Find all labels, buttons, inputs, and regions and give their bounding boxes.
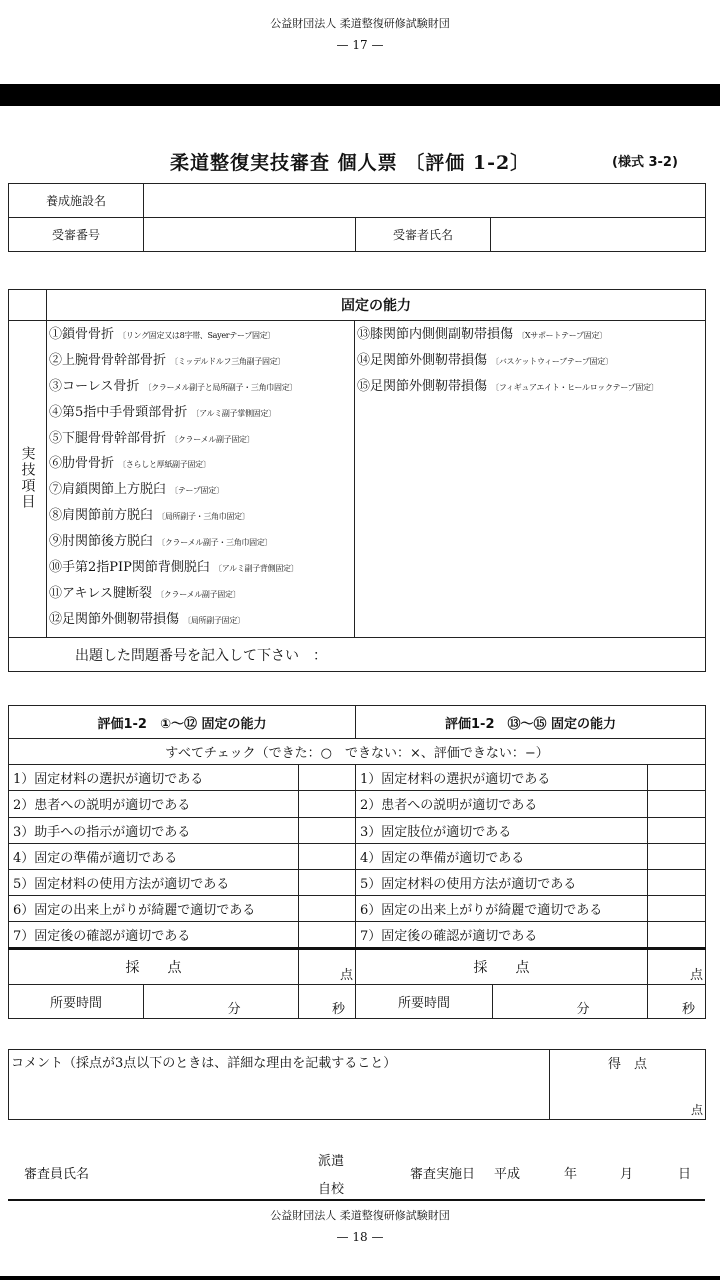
evaluation-table <box>8 705 706 1019</box>
skill-item-15: ⑮足関節外側靭帯損傷 〔フィギュアエイト・ヒールロックテープ固定〕 <box>357 378 659 394</box>
exam-number-field[interactable] <box>144 218 356 252</box>
eval-left-item-2: 2）患者への説明が適切である <box>9 791 299 817</box>
page-17-number: — 17 — <box>336 38 384 52</box>
skill-item-9: ⑨肘関節後方脱臼 〔クラーメル副子・三角巾固定〕 <box>49 534 273 550</box>
left-score-unit: 点 <box>339 967 353 983</box>
eval-left-item-5: 5）固定材料の使用方法が適切である <box>9 869 299 895</box>
skill-item-4: ④第5指中手骨頸部骨折 〔アルミ副子掌側固定〕 <box>49 404 276 420</box>
skills-left-list <box>47 321 355 638</box>
facility-field[interactable] <box>144 184 706 218</box>
left-minutes-field[interactable] <box>144 984 299 1018</box>
info-table <box>8 183 706 252</box>
examinee-name-label: 受審者氏名 <box>356 218 491 252</box>
skill-item-10: ⑩手第2指PIP関節背側脱臼 〔アルミ副子背側固定〕 <box>49 560 299 576</box>
skills-table <box>8 289 706 672</box>
day-label: 日 <box>678 1167 692 1182</box>
eval-instruction: すべてチェック（できた：○ できない：×、評価できない：−） <box>9 739 706 765</box>
eval-row <box>9 765 706 791</box>
left-score-label: 採 点 <box>9 948 299 984</box>
form-number: (様式 3-2) <box>612 155 678 170</box>
dispatch-option[interactable]: 派遣 <box>318 1154 345 1169</box>
eval-left-check-1[interactable] <box>299 765 356 791</box>
eval-left-check-5[interactable] <box>299 869 356 895</box>
skill-item-12: ⑫足関節外側靭帯損傷 〔局所副子固定〕 <box>49 611 245 627</box>
left-seconds-unit: 秒 <box>331 1001 345 1017</box>
skill-item-2: ②上腕骨骨幹部骨折 〔ミッデルドルフ三角副子固定〕 <box>49 352 286 368</box>
eval-row <box>9 869 706 895</box>
right-minutes-field[interactable] <box>493 984 648 1018</box>
right-seconds-field[interactable] <box>648 984 706 1018</box>
skills-right-list <box>355 321 706 638</box>
eval-right-check-5[interactable] <box>648 869 706 895</box>
right-seconds-unit: 秒 <box>682 1001 696 1017</box>
era-label: 平成 <box>494 1167 521 1182</box>
skills-corner <box>9 290 47 321</box>
exam-date-label: 審査実施日 <box>410 1167 476 1182</box>
page-title: 柔道整復実技審査 個人票 〔評価 1-2〕 <box>170 152 531 174</box>
eval-left-item-3: 3）助手への指示が適切である <box>9 817 299 843</box>
page-17-org: 公益財団法人 柔道整復研修試験財団 <box>270 17 450 30</box>
skill-item-1: ①鎖骨骨折 〔リング固定又は8字帯、Sayerテープ固定〕 <box>49 327 276 342</box>
eval-row <box>9 791 706 817</box>
year-label: 年 <box>564 1167 578 1182</box>
left-minutes-unit: 分 <box>227 1001 241 1017</box>
page-18-number: — 18 — <box>336 1230 384 1244</box>
eval-left-item-1: 1）固定材料の選択が適切である <box>9 765 299 791</box>
skill-item-7: ⑦肩鎖関節上方脱臼 〔テープ固定〕 <box>49 482 224 498</box>
eval-right-check-6[interactable] <box>648 896 706 922</box>
eval-left-check-6[interactable] <box>299 896 356 922</box>
total-score-label: 得 点 <box>607 1057 647 1072</box>
eval-left-check-3[interactable] <box>299 817 356 843</box>
page-divider-bar <box>0 84 720 106</box>
eval-left-check-7[interactable] <box>299 922 356 948</box>
own-school-option[interactable]: 自校 <box>318 1182 345 1197</box>
eval-left-item-6: 6）固定の出来上がりが綺麗で適切である <box>9 896 299 922</box>
skill-item-11: ⑪アキレス腱断裂 〔クラーメル副子固定〕 <box>49 585 241 601</box>
comment-field[interactable] <box>9 1050 550 1120</box>
skill-item-8: ⑧肩関節前方脱臼 〔局所副子・三角巾固定〕 <box>49 508 250 524</box>
eval-row <box>9 843 706 869</box>
skills-header: 固定の能力 <box>47 290 706 321</box>
eval-right-item-6: 6）固定の出来上がりが綺麗で適切である <box>356 896 648 922</box>
eval-left-check-2[interactable] <box>299 791 356 817</box>
eval-row <box>9 817 706 843</box>
examiner-name-label: 審査員氏名 <box>24 1167 90 1182</box>
eval-right-item-5: 5）固定材料の使用方法が適切である <box>356 869 648 895</box>
eval-right-check-3[interactable] <box>648 817 706 843</box>
examinee-name-field[interactable] <box>491 218 706 252</box>
right-time-label: 所要時間 <box>356 984 493 1018</box>
total-score-field[interactable] <box>550 1050 706 1120</box>
comment-table <box>8 1049 706 1120</box>
eval-right-item-7: 7）固定後の確認が適切である <box>356 922 648 948</box>
skills-side-label: 実技項目 <box>19 445 36 510</box>
skill-item-3: ③コーレス骨折 〔クラーメル副子と局所副子・三角巾固定〕 <box>49 378 298 394</box>
month-label: 月 <box>620 1167 634 1182</box>
exam-number-label: 受審番号 <box>9 218 144 252</box>
eval-left-item-4: 4）固定の準備が適切である <box>9 843 299 869</box>
comment-label: コメント（採点が3点以下のときは、詳細な理由を記載すること） <box>11 1056 397 1071</box>
skill-item-6: ⑥肋骨骨折 〔さらしと厚紙副子固定〕 <box>49 456 211 472</box>
eval-left-header: 評価1-2 ①〜⑫ 固定の能力 <box>9 706 356 739</box>
right-minutes-unit: 分 <box>576 1001 590 1017</box>
eval-row <box>9 896 706 922</box>
eval-right-check-1[interactable] <box>648 765 706 791</box>
eval-left-item-7: 7）固定後の確認が適切である <box>9 922 299 948</box>
left-seconds-field[interactable] <box>299 984 356 1018</box>
skill-item-5: ⑤下腿骨骨幹部骨折 〔クラーメル副子固定〕 <box>49 430 255 446</box>
eval-right-item-1: 1）固定材料の選択が適切である <box>356 765 648 791</box>
bottom-divider-bar <box>0 1276 720 1280</box>
skill-item-14: ⑭足関節外側靭帯損傷 〔バスケットウィーブテープ固定〕 <box>357 352 613 368</box>
eval-right-item-4: 4）固定の準備が適切である <box>356 843 648 869</box>
eval-row <box>9 922 706 948</box>
right-score-field[interactable] <box>648 948 706 984</box>
eval-right-check-7[interactable] <box>648 922 706 948</box>
eval-right-item-3: 3）固定肢位が適切である <box>356 817 648 843</box>
page-18-org: 公益財団法人 柔道整復研修試験財団 <box>270 1209 450 1222</box>
total-score-unit: 点 <box>690 1103 703 1117</box>
question-number-prompt[interactable]: 出題した問題番号を記入して下さい ： <box>9 638 706 672</box>
skill-item-13: ⑬膝関節内側側副靭帯損傷 〔Xサポートテープ固定〕 <box>357 327 607 342</box>
left-time-label: 所要時間 <box>9 984 144 1018</box>
eval-right-header: 評価1-2 ⑬〜⑮ 固定の能力 <box>356 706 706 739</box>
right-score-label: 採 点 <box>356 948 648 984</box>
skills-side-label-cell <box>9 321 47 638</box>
left-score-field[interactable] <box>299 948 356 984</box>
eval-left-check-4[interactable] <box>299 843 356 869</box>
footer-rule <box>8 1199 705 1201</box>
right-score-unit: 点 <box>690 967 704 983</box>
eval-right-item-2: 2）患者への説明が適切である <box>356 791 648 817</box>
eval-right-check-2[interactable] <box>648 791 706 817</box>
eval-right-check-4[interactable] <box>648 843 706 869</box>
facility-label: 養成施設名 <box>9 184 144 218</box>
